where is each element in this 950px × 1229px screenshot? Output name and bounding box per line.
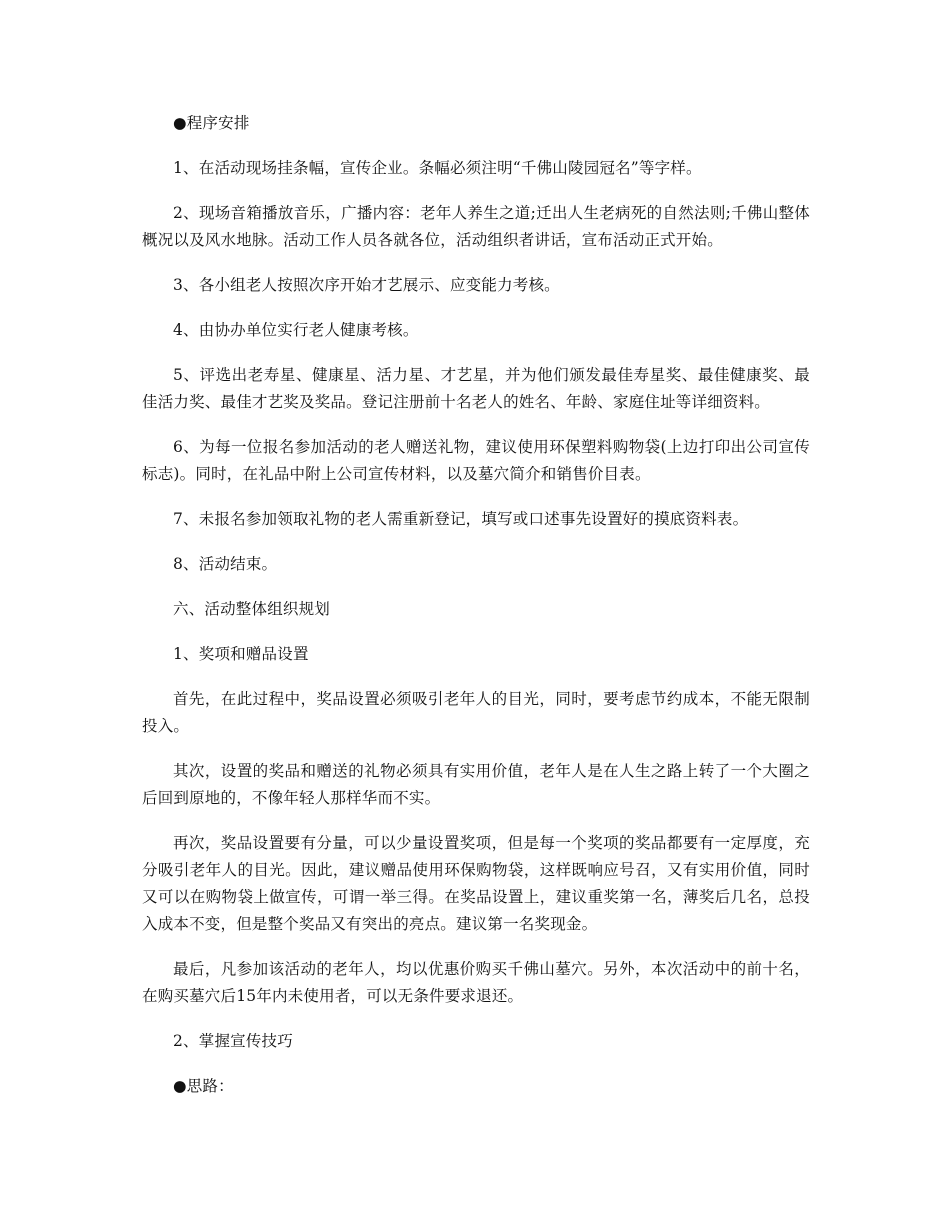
program-item-2: 2、现场音箱播放音乐，广播内容：老年人养生之道;迁出人生老病死的自然法则;千佛山整体概况以及风水地脉。活动工作人员各就各位，活动组织者讲话，宣布活动正式开始。 xyxy=(142,204,810,249)
program-item-5: 5、评选出老寿星、健康星、活力星、才艺星，并为他们颁发最佳寿星奖、最佳健康奖、最佳活力奖、最佳才艺奖及奖品。登记注册前十名老人的姓名、年龄、家庭住址等详细资料。 xyxy=(142,366,810,411)
program-item-1: 1、在活动现场挂条幅，宣传企业。条幅必须注明“千佛山陵园冠名”等字样。 xyxy=(173,159,702,177)
subheading-publicity: 2、掌握宣传技巧 xyxy=(173,1032,293,1050)
paragraph-first: 首先，在此过程中，奖品设置必须吸引老年人的目光，同时，要考虑节约成本，不能无限制投入。 xyxy=(142,690,810,735)
subheading-awards: 1、奖项和赠品设置 xyxy=(173,645,309,663)
section-heading-ideas: ●思路： xyxy=(173,1077,234,1095)
program-item-7: 7、未报名参加领取礼物的老人需重新登记，填写或口述事先设置好的摸底资料表。 xyxy=(173,510,749,528)
paragraph-last: 最后，凡参加该活动的老年人，均以优惠价购买千佛山墓穴。另外，本次活动中的前十名，在购买墓穴后15年内未使用者，可以无条件要求退还。 xyxy=(142,960,810,1005)
program-item-3: 3、各小组老人按照次序开始才艺展示、应变能力考核。 xyxy=(173,276,560,294)
section-heading-planning: 六、活动整体组织规划 xyxy=(173,600,331,618)
document-page xyxy=(142,110,810,1118)
paragraph-second: 其次，设置的奖品和赠送的礼物必须具有实用价值，老年人是在人生之路上转了一个大圈之后回到原地的，不像年轻人那样华而不实。 xyxy=(142,762,810,807)
program-item-6: 6、为每一位报名参加活动的老人赠送礼物，建议使用环保塑料购物袋(上边打印出公司宣传标志)。同时，在礼品中附上公司宣传材料，以及墓穴简介和销售价目表。 xyxy=(142,438,810,483)
paragraph-third: 再次，奖品设置要有分量，可以少量设置奖项，但是每一个奖项的奖品都要有一定厚度，充分吸引老年人的目光。因此，建议赠品使用环保购物袋，这样既响应号召，又有实用价值，同时又可以在购物袋上做宣传，可谓一举三得。在奖品设置上，建议重奖第一名，薄奖后几名，总投入成本不变，但是整个奖品又有突出的亮点。建议第一名奖现金。 xyxy=(142,834,810,933)
program-item-8: 8、活动结束。 xyxy=(173,555,278,573)
program-item-4: 4、由协办单位实行老人健康考核。 xyxy=(173,321,419,339)
section-heading-program: ●程序安排 xyxy=(173,114,250,132)
